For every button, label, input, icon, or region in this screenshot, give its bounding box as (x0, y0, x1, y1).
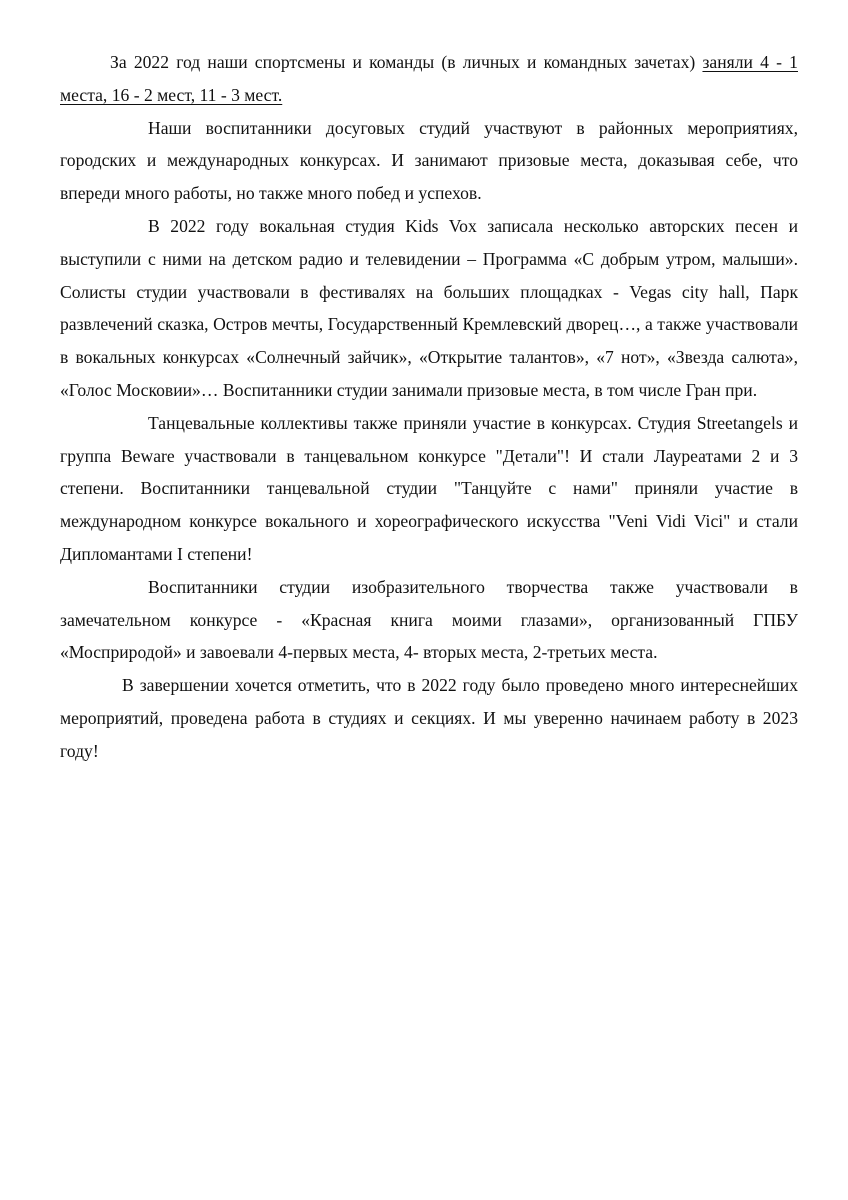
paragraph-conclusion: В завершении хочется отметить, что в 2022 году было проведено много интереснейших мероприятий, проведена работа в студиях и секциях. И мы уверенно начинаем работу в 2023 году! (60, 675, 798, 761)
sports-results-underlined-text: заняли 4 - 1 места, 16 - 2 мест, 11 - 3 мест. (60, 52, 798, 105)
paragraph-sports-results-text: За 2022 год наши спортсмены и команды (в личных и командных зачетах) (110, 52, 703, 72)
paragraph-dance-groups: Танцевальные коллективы также приняли участие в конкурсах. Студия Streetangels и группа Beware участвовали в танцевальном конкурсе "Детали"! И стали Лауреатами 2 и 3 степени. Воспитанники танцевальной студии "Танцуйте с нами" приняли участие в международном конкурсе вокального и хореографического искусства "Veni Vidi Vici" и стали Дипломантами I степени! (60, 412, 798, 564)
paragraph-art-studio: Воспитанники студии изобразительного творчества также участвовали в замечательном конкурсе - «Красная книга моими глазами», организованный ГПБУ «Мосприродой» и завоевали 4-первых места, 4- вторых места, 2-третьих места. (60, 576, 798, 663)
paragraph-studios: Наши воспитанники досуговых студий участвуют в районных мероприятиях, городских и международных конкурсах. И занимают призовые места, доказывая себе, что впереди много работы, но также много побед и успехов. (60, 117, 798, 204)
paragraph-sports-results (60, 46, 798, 112)
paragraph-vocal-studio: В 2022 году вокальная студия Kids Vox записала несколько авторских песен и выступили с ними на детском радио и телевидении – Программа «С добрым утром, малыши». Солисты студии участвовали в фестивалях на больших площадках - Vegas city hall, Парк развлечений сказка, Остров мечты, Государственный Кремлевский дворец…, а также участвовали в вокальных конкурсах «Солнечный зайчик», «Открытие талантов», «7 нот», «Звезда салюта», «Голос Московии»… Воспитанники студии занимали призовые места, в том числе Гран при. (60, 215, 798, 400)
document-page (60, 46, 798, 768)
